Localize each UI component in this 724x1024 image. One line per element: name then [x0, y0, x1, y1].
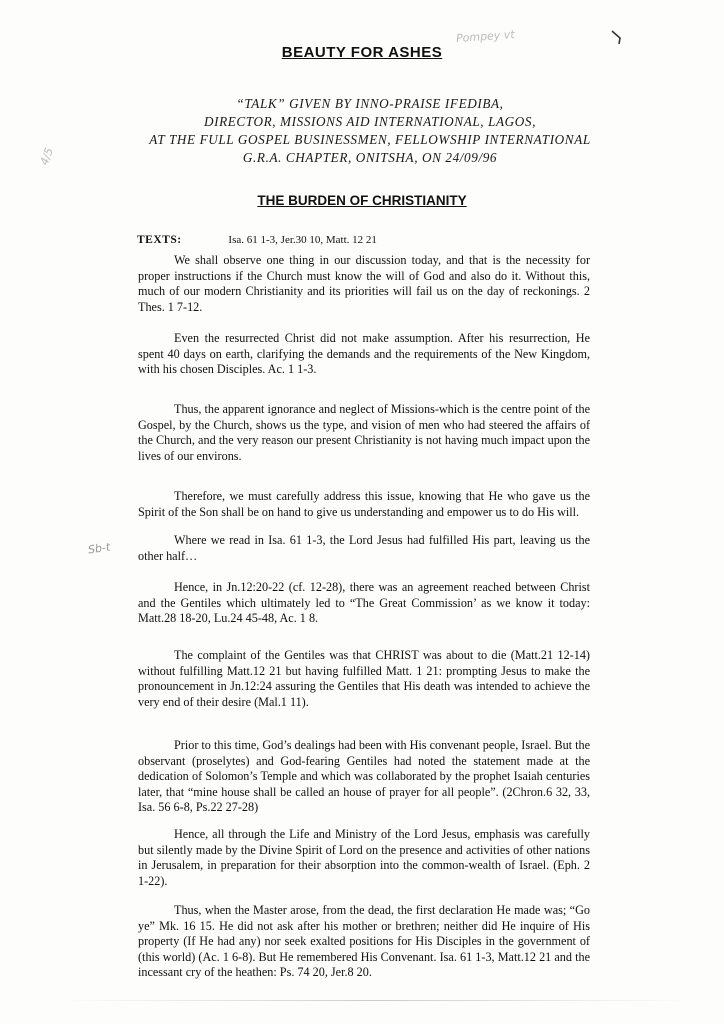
byline	[70, 95, 670, 167]
section-heading: THE BURDEN OF CHRISTIANITY	[257, 193, 467, 208]
paragraph: Even the resurrected Christ did not make assumption. After his resurrection, He spent 40 days on earth, clarifying the demands and the requirements of the New Kingdom, with his chosen Disciples. Ac. 1 1-3.	[138, 331, 590, 376]
paragraph: We shall observe one thing in our discussion today, and that is the necessity for proper instructions if the Church must know the will of God and also do it. Without this, much of our modern Christianity and its priorities will fail us on the day of reckonings. 2 Thes. 1 7-12.	[138, 253, 590, 314]
pen-mark-icon	[610, 28, 628, 48]
paragraph: Therefore, we must carefully address this issue, knowing that He who gave us the Spirit of the Son shall be on hand to give us understanding and empower us to do His will.	[138, 489, 590, 519]
byline-line: AT THE FULL GOSPEL BUSINESSMEN, FELLOWSHIP INTERNATIONAL	[149, 132, 591, 147]
document-title: BEAUTY FOR ASHES	[281, 44, 443, 61]
page-edge-divider	[60, 1000, 694, 1001]
byline-line: “TALK” GIVEN BY INNO-PRAISE IFEDIBA,	[236, 96, 504, 111]
byline-line: DIRECTOR, MISSIONS AID INTERNATIONAL, LAGOS,	[203, 114, 537, 129]
paragraph: Where we read in Isa. 61 1-3, the Lord Jesus had fulfilled His part, leaving us the other half…	[138, 533, 590, 563]
paragraph: Prior to this time, God’s dealings had been with His convenant people, Israel. But the observant (proselytes) and God-fearing Gentiles had noted the statement made at the dedication of Solomon’s Temple and which was collaborated by the prophet Isaiah centuries later, that “mine house shall be called an house of prayer for all people”. (2Chron.6 32, 33, Isa. 56 6-8, Ps.22 27-28)	[138, 738, 590, 814]
handwritten-note-margin: Sb-t	[87, 540, 112, 557]
handwritten-note-left: 4/5	[37, 145, 56, 168]
texts-label: TEXTS:	[137, 234, 182, 246]
paragraph: The complaint of the Gentiles was that CHRIST was about to die (Matt.21 12-14) without fulfilling Matt.12 21 but having fulfilled Matt. 1 21: prompting Jesus to make the pronouncement in Jn.12:24 assuring the Gentiles that His death was intended to achieve the very end of their desire (Mal.1 11).	[138, 648, 590, 709]
texts-line	[137, 234, 377, 246]
texts-references: Isa. 61 1-3, Jer.30 10, Matt. 12 21	[228, 234, 377, 246]
paragraph: Hence, in Jn.12:20-22 (cf. 12-28), there was an agreement reached between Christ and the Gentiles which ultimately led to “The Great Commission’ as we know it today: Matt.28 18-20, Lu.24 45-48, Ac. 1 8.	[138, 580, 590, 625]
paragraph: Hence, all through the Life and Ministry of the Lord Jesus, emphasis was carefully but silently made by the Divine Spirit of Lord on the presence and activities of other nations in Jerusalem, in preparation for their absorption into the common-wealth of Israel. (Eph. 2 1-22).	[138, 827, 590, 888]
paragraph: Thus, when the Master arose, from the dead, the first declaration He made was; “Go ye” Mk. 16 15. He did not ask after his mother or brethren; neither did He inquire of His property (If He had any) nor seek exalted positions for His Disciples in the government of (this world) (Ac. 1 6-8). But He remembered His Convenant. Isa. 61 1-3, Matt.12 21 and the incessant cry of the heathen: Ps. 74 20, Jer.8 20.	[138, 903, 590, 979]
handwritten-note-top: Pompey vt	[455, 27, 516, 46]
byline-line: G.R.A. CHAPTER, ONITSHA, ON 24/09/96	[242, 150, 498, 165]
paragraph: Thus, the apparent ignorance and neglect of Missions-which is the centre point of the Gospel, by the Church, shows us the type, and vision of men who had steered the affairs of the Church, and the very reason our present Christianity is not having much impact upon the lives of our environs.	[138, 402, 590, 463]
